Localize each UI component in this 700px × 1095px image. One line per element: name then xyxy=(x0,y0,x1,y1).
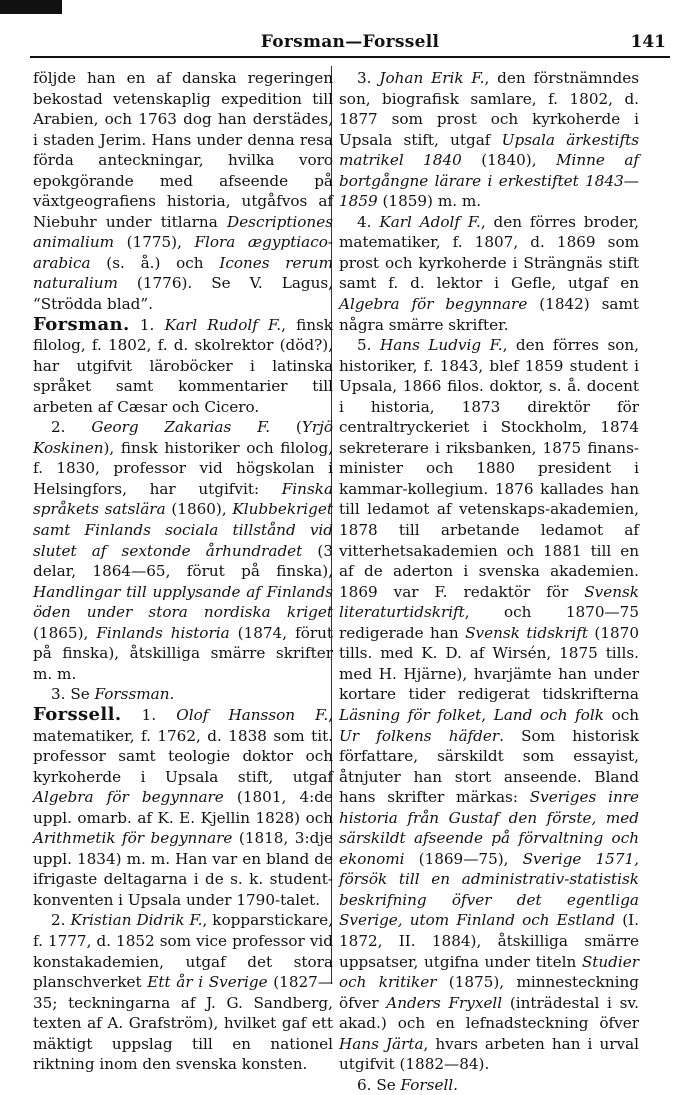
work-title: Svensk literaturtidskrift xyxy=(339,582,639,622)
work-title: Algebra för begynnare xyxy=(339,295,528,314)
work-title: Land och folk xyxy=(493,705,604,724)
person-name: Karl Rudolf F. xyxy=(164,315,282,334)
person-name: Johan Erik F. xyxy=(379,69,485,87)
work-title: Sverige 1571, försök till en administrativ-statistisk beskrifning öfver det egentliga Sverige, utom Finland och Estland xyxy=(339,849,640,930)
person-name: Karl Adolf F. xyxy=(379,212,481,231)
person-alias: Yrjö Koskinen xyxy=(33,418,333,457)
person-name: Anders Fryxell xyxy=(386,993,503,1012)
entry-forssell-2: 2. Kristian Didrik F., kopparstickare, f. 1777, d. 1852 som vice professor vid konstakademien, utgaf det stora planschverket Ett år i Sverige (1827—35; teckningarna af J. G. Sandberg, texten af A. Grafström), hvilket gaf ett mäktigt uppslag till en nationel riktning inom den svenska konsten. xyxy=(33,911,334,1074)
work-title: Finska språkets satslära xyxy=(33,479,333,519)
scan-edge-mark xyxy=(0,0,62,14)
work-title: Icones rerum naturalium xyxy=(33,253,333,293)
person-name: Olof Hansson F. xyxy=(176,705,329,724)
running-header xyxy=(30,30,670,58)
entry-forsman-3: 3. Se Forssman. xyxy=(51,685,175,704)
work-title: Upsala ärkestifts matrikel 1840 xyxy=(339,130,639,170)
work-title: Arithmetik för begynnare xyxy=(33,829,233,848)
work-title: Minne af bortgångne lärare i erkestiftet 1843—1859 xyxy=(339,151,639,211)
person-name: Kristian Didrik F. xyxy=(70,911,203,930)
left-column xyxy=(33,68,333,1075)
person-name: Georg Zakarias F. xyxy=(91,418,271,437)
work-title: Studier och kritiker xyxy=(339,952,639,992)
work-title: Ur folkens häfder xyxy=(339,726,500,745)
work-title: Svensk tidskrift xyxy=(465,623,588,642)
work-title: Handlingar till upplysande af Finlands öden under stora nordiska kriget xyxy=(33,582,333,622)
work-title: Finlands historia xyxy=(96,623,230,642)
work-title: Flora ægyptiaco-arabica xyxy=(33,233,333,272)
cross-reference: Forsell. xyxy=(400,1075,458,1094)
entry-forsman-1: Forsman. 1. Karl Rudolf F., finsk filolog, f. 1802, f. d. skolrektor (död?), har utgifvit läroböcker i latinska språket samt kommentarier till arbeten af Cæsar och Cicero. xyxy=(33,313,333,416)
entry-forsman-2: 2. Georg Zakarias F. (Yrjö Koskinen), finsk historiker och filolog, f. 1830, professor vid högskolan i Helsingfors, har utgifvit: Finska språkets satslära (1860), Klubbekriget samt Finlands sociala tillstånd vid slutet af sextonde århundradet (3 delar, 1864—65, förut på finska), Handlingar till upplysande af Finlands öden under stora nordiska kriget (1865), Finlands historia (1874, förut på finska), åtskilliga smärre skrifter m. m. xyxy=(33,418,333,683)
cross-reference: Forssman. xyxy=(94,685,175,704)
work-title: Sveriges inre historia från Gustaf den förste, med särskildt afseende på förvaltning och ekonomi xyxy=(339,788,639,868)
work-title: Algebra för begynnare xyxy=(33,788,224,807)
work-title: Descriptiones animalium xyxy=(33,212,333,252)
work-title: Läsning för folket xyxy=(339,705,482,724)
continued-paragraph: följde han en af danska regeringen bekostad vetenskaplig expedition till Arabien, och 1763 dog han derstädes, i staden Jerim. Hans under denna resa förda anteckningar, hvilka voro epokgörande med afseende på växtgeografiens historia, utgåfvos af Niebuhr under titlarna Descriptiones animalium (1775), Flora ægyptiaco-arabica (s. å.) och Icones rerum naturalium (1776). Se V. Lagus, “Strödda blad”. xyxy=(33,69,333,314)
work-title: Klubbekriget samt Finlands sociala tillstånd vid slutet af sextonde århundradet xyxy=(33,500,333,560)
person-name: Hans Järta xyxy=(339,1034,424,1053)
entry-headword: Forssell. xyxy=(33,703,122,725)
entry-forssell-3: 3. Johan Erik F., den förstnämndes son, biografisk samlare, f. 1802, d. 1877 som prost och kyrkoherde i Upsala stift, utgaf Upsala ärkestifts matrikel 1840 (1840), Minne af bortgångne lärare i erkestiftet 1843—1859 (1859) m. m. xyxy=(339,69,639,211)
entry-forssell-1: Forssell. 1. Olof Hansson F., matematiker, f. 1762, d. 1838 som tit. professor samt teologie doktor och kyrkoherde i Upsala stift, utgaf Algebra för begynnare (1801, 4:de uppl. omarb. af K. E. Kjellin 1828) och Arithmetik för begynnare (1818, 3:dje uppl. 1834) m. m. Han var en bland de ifrigaste deltagarna i de s. k. student-konventen i Upsala under 1790-talet. xyxy=(33,703,333,909)
entry-forssell-4: 4. Karl Adolf F., den förres broder, matematiker, f. 1807, d. 1869 som prost och kyrkoherde i Strängnäs stift samt f. d. lektor i Gefle, utgaf en Algebra för begynnare (1842) samt några smärre skrifter. xyxy=(339,212,640,334)
page-number: 141 xyxy=(630,32,666,52)
page-title: Forsman—Forssell xyxy=(260,32,440,52)
entry-headword: Forsman. xyxy=(33,313,130,335)
entry-forssell-6: 6. Se Forsell. xyxy=(357,1075,458,1094)
entry-forssell-5: 5. Hans Ludvig F., den förres son, historiker, f. 1843, blef 1859 student i Upsala, 1866 filos. doktor, s. å. docent i historia, 1873 direktör för centraltryckeriet i Stockholm, 1874 sekreterare i riksbanken, 1875 finans-minister och 1880 president i kammar-kollegium. 1876 kallades han till ledamot af vetenskaps-akademien, 1878 till arbetande ledamot af vitterhetsakademien och 1881 till en af de aderton i svenska akademien. 1869 var F. redaktör för Svensk literaturtidskrift, och 1870—75 redigerade han Svensk tidskrift (1870 tills. med K. D. af Wirsén, 1875 tills. med H. Hjärne), hvarjämte han under kortare tider redigerat tidskrifterna Läsning för folket, Land och folk och Ur folkens häfder. Som historisk författare, särskildt som essayist, åtnjuter han stort anseende. Bland hans skrifter märkas: Sveriges inre historia från Gustaf den förste, med särskildt afseende på förvaltning och ekonomi (1869—75), Sverige 1571, försök till en administrativ-statistisk beskrifning öfver det egentliga Sverige, utom Finland och Estland (I. 1872, II. 1884), åtskilliga smärre uppsatser, utgifna under titeln Studier och kritiker (1875), minnesteckning öfver Anders Fryxell (inträdestal i sv. akad.) och en lefnadsteckning öfver Hans Järta, hvars arbeten han i urval utgifvit (1882—84). xyxy=(339,336,640,1074)
person-name: Hans Ludvig F. xyxy=(379,336,503,355)
right-column xyxy=(339,68,639,1095)
work-title: Ett år i Sverige xyxy=(147,973,268,992)
